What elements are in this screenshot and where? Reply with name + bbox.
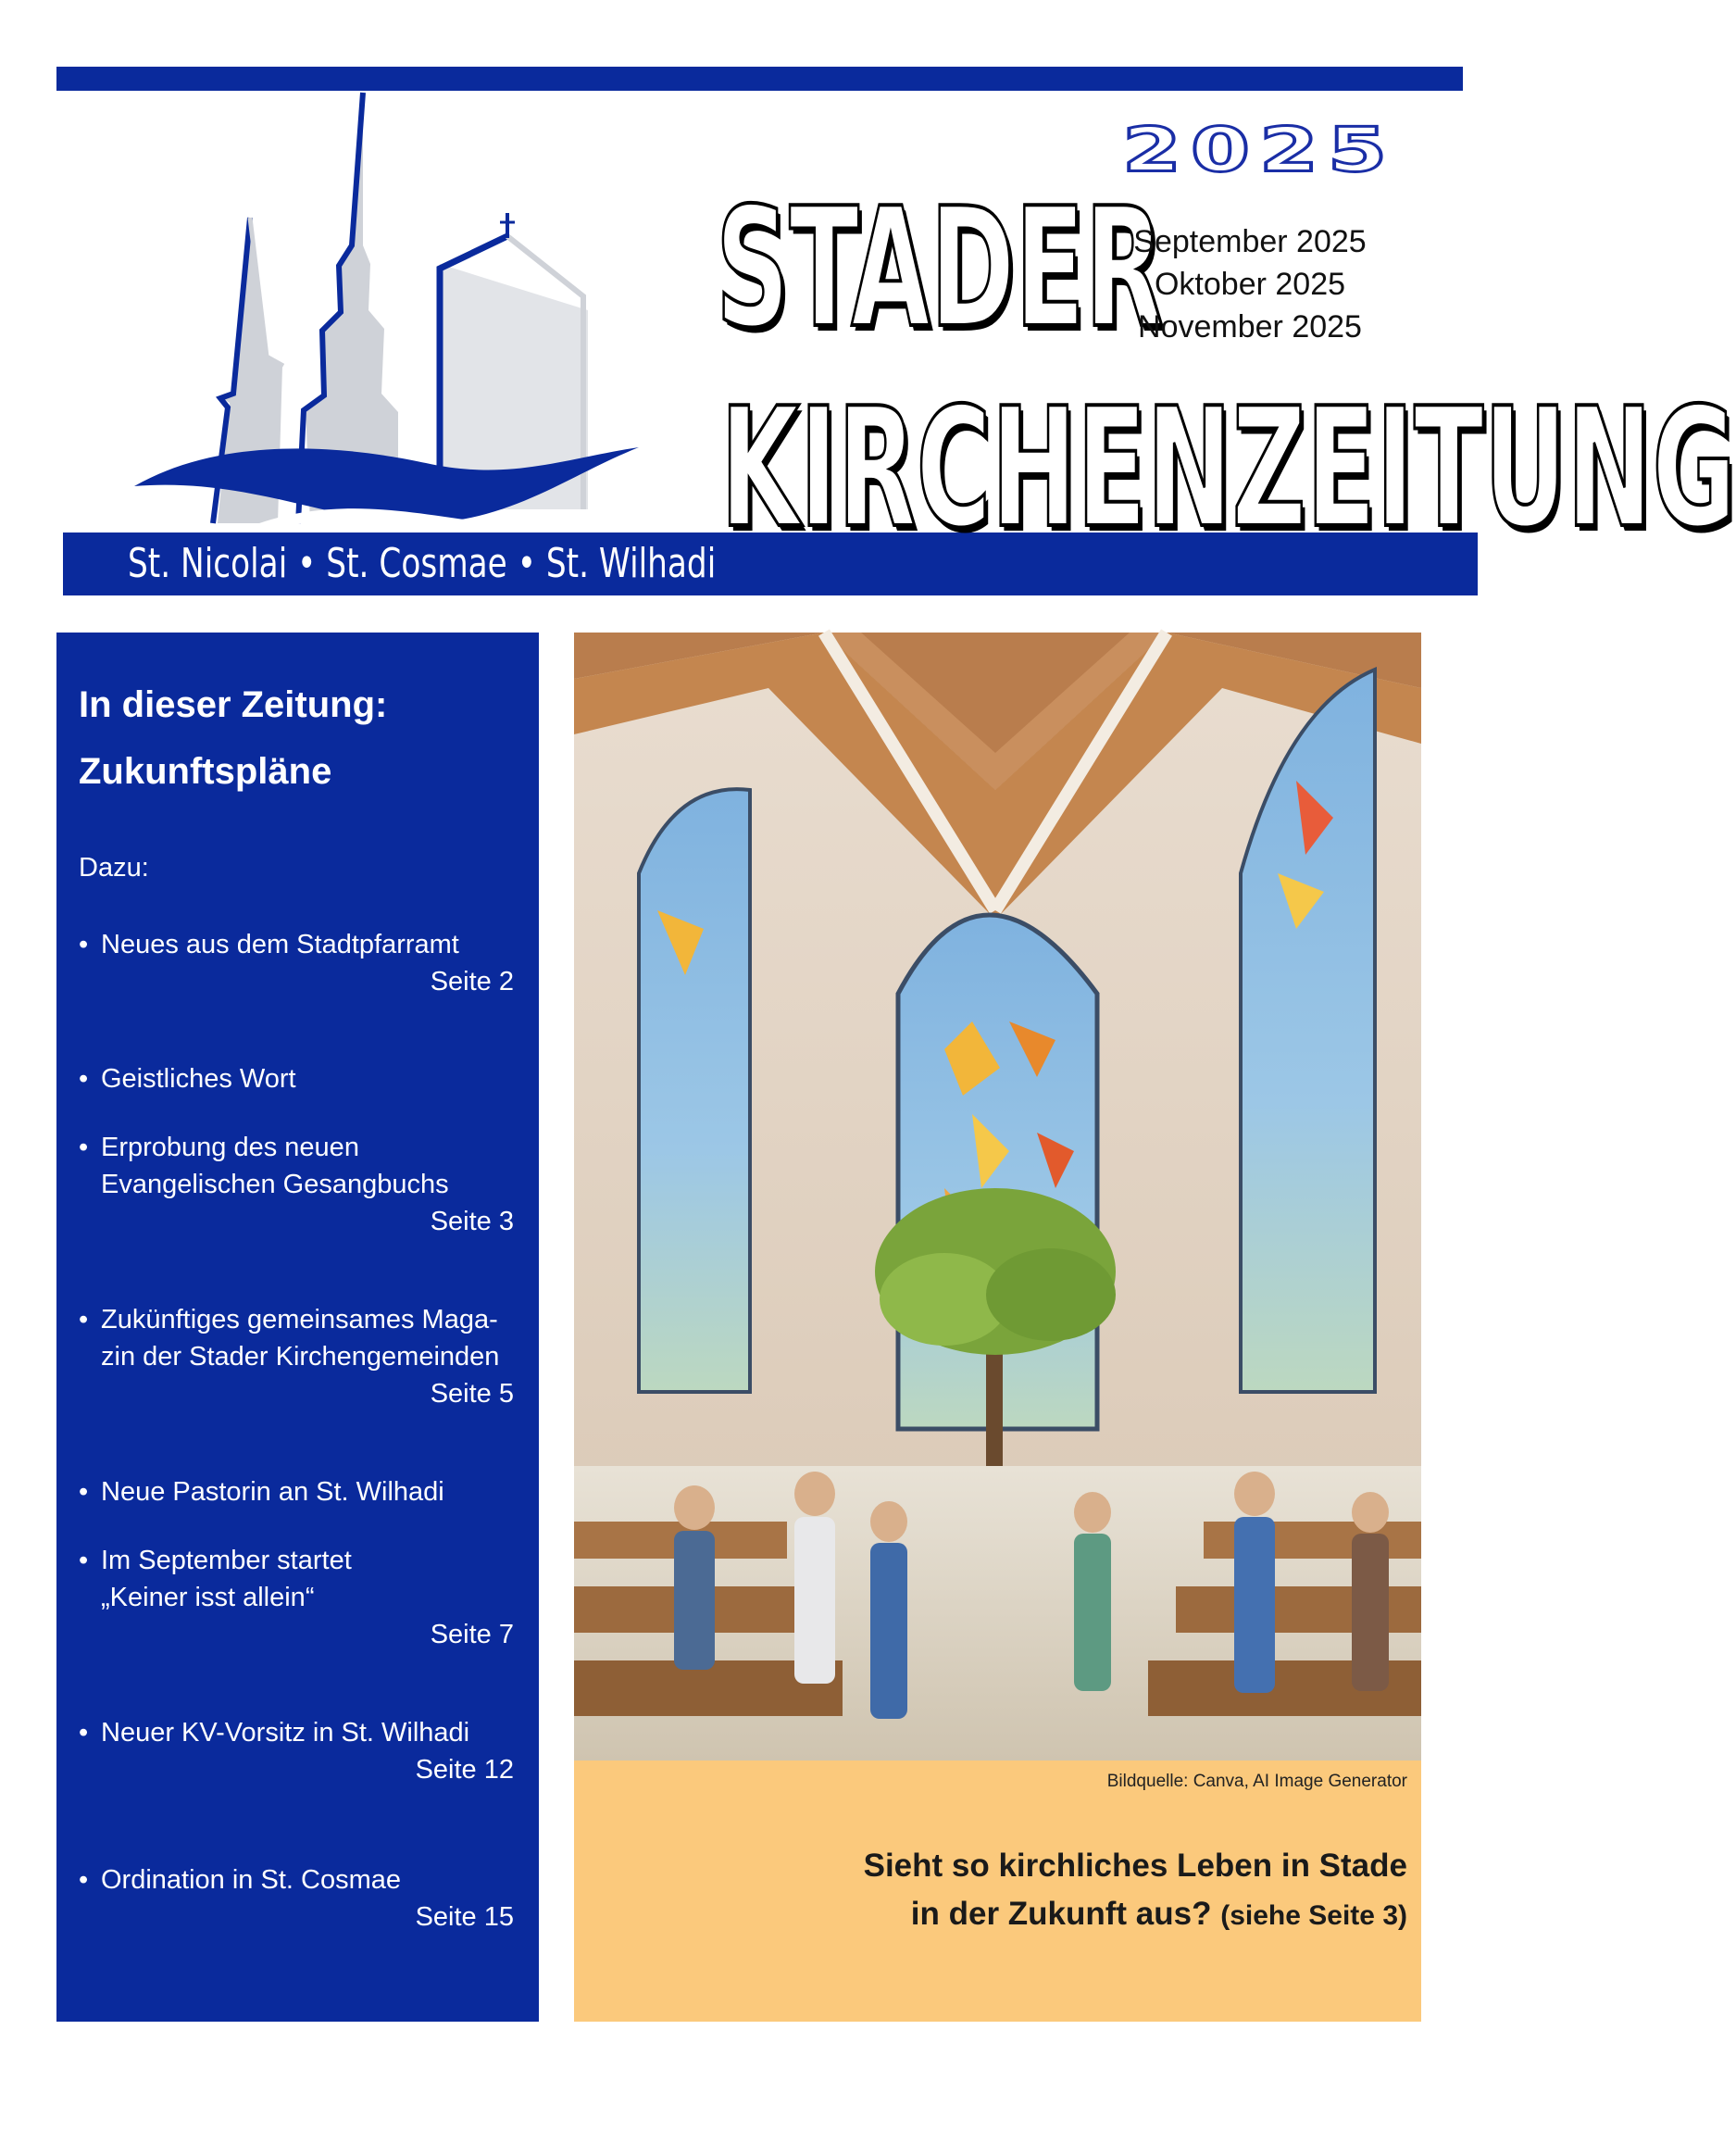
month-2: Oktober 2025 (1154, 267, 1346, 302)
month-3: November 2025 (1138, 309, 1362, 345)
toc-item (79, 1542, 514, 1653)
bullet-icon: • (79, 1133, 89, 1162)
toc-item-title: Neue Pastorin an St. Wilhadi (101, 1477, 444, 1507)
masthead-title-line2: KIRCHENZEITUNG (720, 372, 1736, 564)
bullet-icon: • (79, 1477, 89, 1507)
toc-item-title: Geistliches Wort (101, 1064, 296, 1094)
bullet-icon: • (79, 1305, 89, 1334)
bullet-icon: • (79, 1865, 89, 1895)
toc-item (79, 1060, 514, 1097)
toc-item-title-cont: Evangelischen Gesangbuchs (101, 1170, 449, 1199)
month-1: September 2025 (1133, 224, 1367, 259)
toc-item-page: Seite 15 (415, 1902, 514, 1932)
toc-item (79, 1861, 514, 1936)
contents-heading-line2: Zukunftspläne (79, 751, 332, 792)
toc-item-page: Seite 7 (430, 1620, 514, 1649)
toc-item-title: Erprobung des neuen (101, 1133, 359, 1162)
toc-item-page: Seite 5 (430, 1379, 514, 1409)
toc-item-page: Seite 12 (415, 1755, 514, 1785)
issue-year: 2025 (1121, 114, 1397, 186)
bullet-icon: • (79, 1546, 89, 1575)
toc-item-title: Ordination in St. Cosmae (101, 1865, 401, 1895)
contents-heading-line1: In dieser Zeitung: (79, 684, 388, 725)
bullet-icon: • (79, 1718, 89, 1748)
contents-intro: Dazu: (79, 853, 149, 883)
toc-item (79, 1473, 514, 1510)
bullet-icon: • (79, 930, 89, 959)
cover-caption-box (574, 1760, 1421, 2022)
parish-names: St. Nicolai • St. Cosmae • St. Wilhadi (128, 540, 717, 587)
toc-item (79, 1129, 514, 1240)
toc-item (79, 1714, 514, 1788)
toc-item (79, 1301, 514, 1412)
masthead-title-line1: STADER (716, 172, 1164, 364)
church-interior-illustration-icon (574, 633, 1421, 1760)
bullet-icon: • (79, 1064, 89, 1094)
toc-item-title: Neuer KV-Vorsitz in St. Wilhadi (101, 1718, 470, 1748)
toc-item-title: Neues aus dem Stadtpfarramt (101, 930, 459, 959)
toc-item (79, 926, 514, 1000)
headline-line2: in der Zukunft aus? (910, 1896, 1212, 1932)
issue-months (1111, 220, 1389, 348)
toc-item-title: Zukünftiges gemeinsames Maga- (101, 1305, 498, 1334)
church-towers-logo-icon (120, 88, 648, 542)
cover-headline (864, 1842, 1407, 1940)
toc-item-page: Seite 3 (430, 1207, 514, 1236)
toc-item-title: Im September startet (101, 1546, 352, 1575)
contents-sidebar (56, 633, 539, 2022)
toc-item-page: Seite 2 (430, 967, 514, 996)
image-credit: Bildquelle: Canva, AI Image Generator (1106, 1772, 1407, 1791)
headline-page-ref: (siehe Seite 3) (1220, 1900, 1407, 1931)
toc-item-title-cont: „Keiner isst allein“ (101, 1583, 315, 1612)
toc-item-title-cont: zin der Stader Kirchengemeinden (101, 1342, 500, 1372)
headline-line1: Sieht so kirchliches Leben in Stade (863, 1848, 1407, 1884)
contents-heading (79, 671, 387, 805)
